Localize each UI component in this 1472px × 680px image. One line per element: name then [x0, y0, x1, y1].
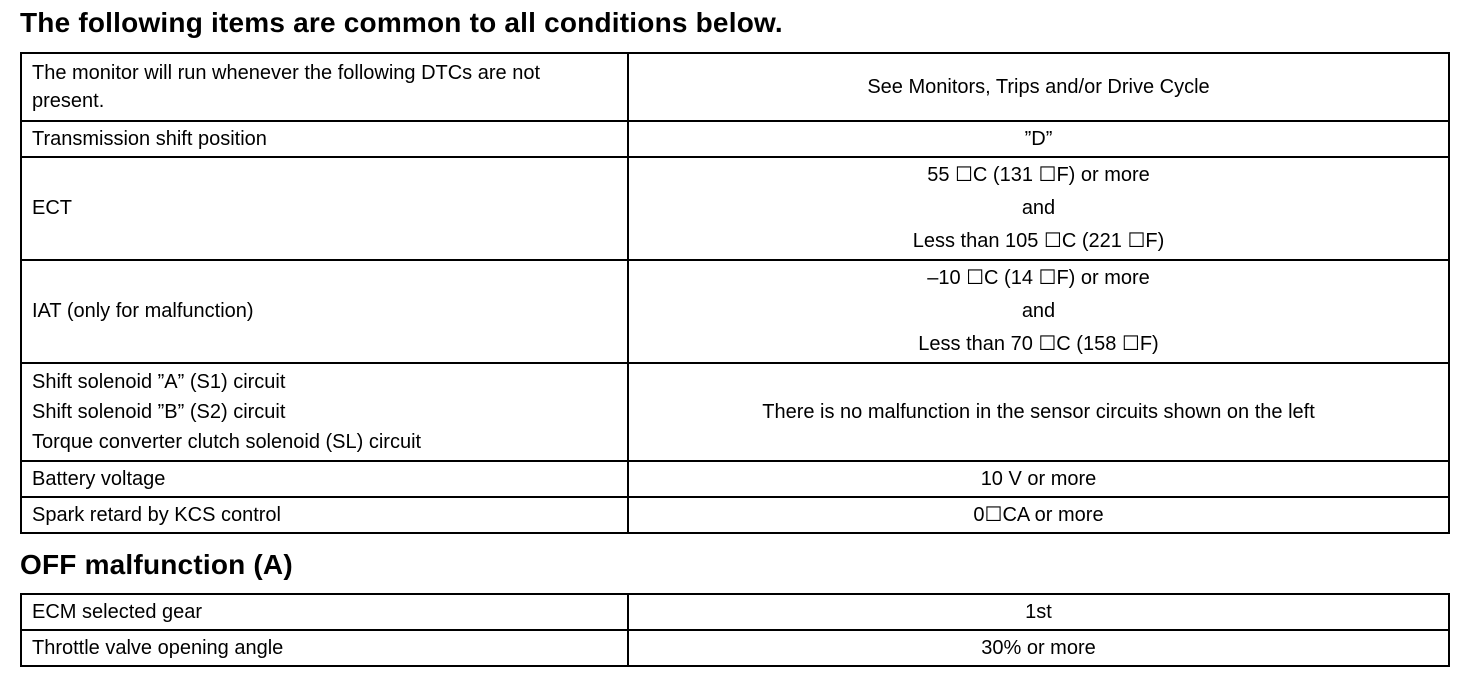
condition-label-cell — [21, 157, 628, 260]
condition-value: 1st — [1025, 601, 1052, 623]
condition-label-cell — [21, 363, 628, 461]
table-row — [21, 157, 1449, 260]
table-row — [21, 260, 1449, 363]
condition-value-cell — [628, 630, 1449, 666]
condition-value: Less than 105 ☐C (221 ☐F) — [912, 230, 1165, 252]
condition-label-cell — [21, 461, 628, 497]
condition-value: ”D” — [1024, 128, 1053, 150]
condition-label-cell — [21, 594, 628, 630]
condition-value-cell — [628, 157, 1449, 260]
condition-value: 55 ☐C (131 ☐F) or more — [927, 164, 1150, 186]
table-row — [21, 121, 1449, 157]
condition-label: ECT — [32, 197, 72, 219]
condition-value: Less than 70 ☐C (158 ☐F) — [918, 333, 1159, 355]
condition-label: Shift solenoid ”B” (S2) circuit — [32, 401, 286, 423]
condition-label: Torque converter clutch solenoid (SL) circuit — [32, 431, 422, 453]
condition-value-cell — [628, 594, 1449, 630]
condition-label: The monitor will run whenever the following DTCs are not — [32, 62, 540, 84]
condition-value-cell — [628, 461, 1449, 497]
condition-label: present. — [32, 90, 105, 112]
off-malfunction-table — [20, 593, 1450, 667]
condition-label-cell — [21, 630, 628, 666]
condition-label: Battery voltage — [32, 468, 166, 490]
table-row — [21, 594, 1449, 630]
condition-value-cell — [628, 121, 1449, 157]
condition-value: See Monitors, Trips and/or Drive Cycle — [867, 76, 1210, 98]
condition-label-cell — [21, 53, 628, 121]
table-row — [21, 53, 1449, 121]
condition-label: Throttle valve opening angle — [32, 637, 284, 659]
condition-value: and — [1021, 300, 1056, 322]
condition-label: Spark retard by KCS control — [32, 504, 281, 526]
condition-label: IAT (only for malfunction) — [32, 300, 254, 322]
table-row — [21, 363, 1449, 461]
table-row — [21, 497, 1449, 533]
condition-value: 30% or more — [981, 637, 1096, 659]
condition-label: ECM selected gear — [32, 601, 203, 623]
condition-label: Transmission shift position — [32, 128, 267, 150]
condition-value: There is no malfunction in the sensor circuits shown on the left — [762, 401, 1315, 423]
condition-label: Shift solenoid ”A” (S1) circuit — [32, 371, 286, 393]
condition-value: –10 ☐C (14 ☐F) or more — [927, 267, 1150, 289]
condition-label-cell — [21, 121, 628, 157]
condition-value-cell — [628, 260, 1449, 363]
table-row — [21, 630, 1449, 666]
condition-value: 0☐CA or more — [973, 504, 1104, 526]
condition-value-cell — [628, 363, 1449, 461]
condition-value: and — [1021, 197, 1056, 219]
condition-label-cell — [21, 497, 628, 533]
condition-value: 10 V or more — [980, 468, 1097, 490]
condition-label-cell — [21, 260, 628, 363]
common-conditions-table — [20, 52, 1450, 534]
condition-value-cell — [628, 497, 1449, 533]
section-heading-off-malfunction: OFF malfunction (A) — [20, 549, 293, 580]
condition-value-cell — [628, 53, 1449, 121]
section-heading-common: The following items are common to all conditions below. — [20, 7, 783, 38]
table-row — [21, 461, 1449, 497]
